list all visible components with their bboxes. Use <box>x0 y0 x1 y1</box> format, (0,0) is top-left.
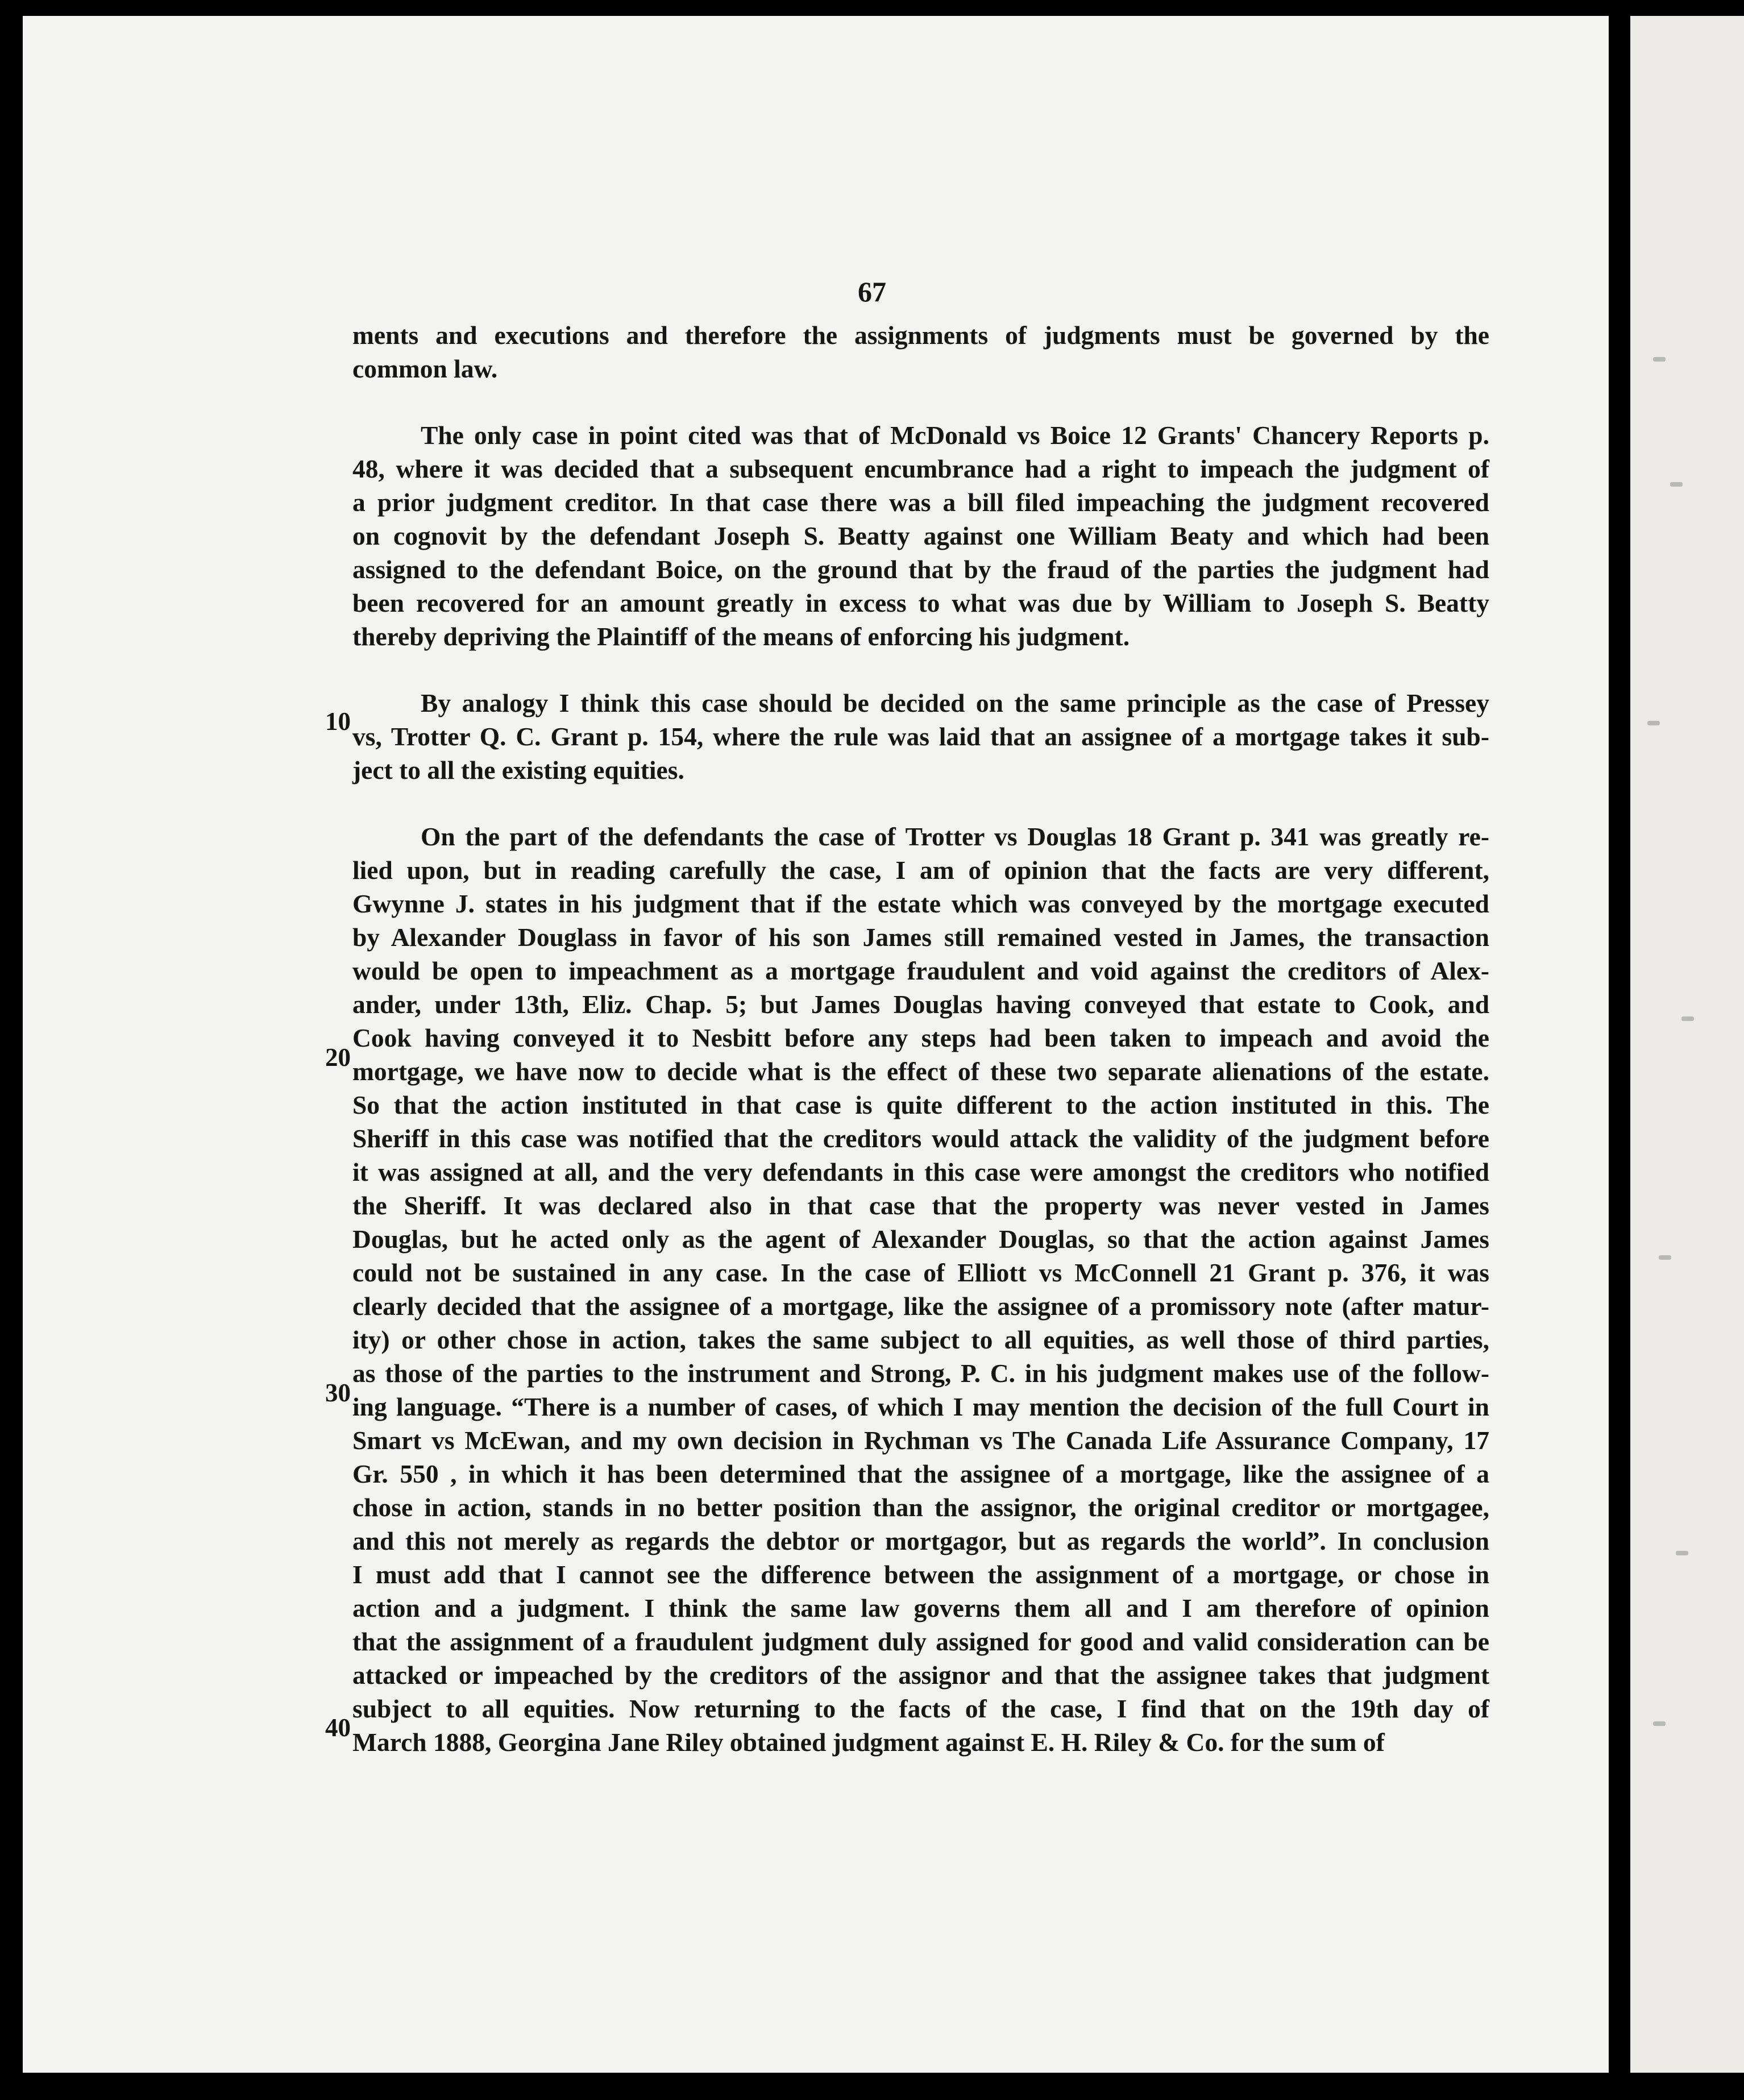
text-line: On the part of the defendants the case of Trotter vs Douglas 18 Grant p. 341 was greatly re- <box>421 822 1489 851</box>
adjacent-page-edge <box>1630 16 1744 2073</box>
bleed-through-mark <box>1653 357 1666 362</box>
text-line: action and a judgment. I think the same law governs them all and I am therefore of opinion <box>352 1593 1489 1622</box>
text-line: I must add that I cannot see the difference between the assignment of a mortgage, or chose in <box>352 1560 1489 1589</box>
paragraph-p4 <box>352 820 1489 1759</box>
text-line: Sheriff in this case was notified that the creditors would attack the validity of the judgment before <box>352 1124 1489 1153</box>
text-line: been recovered for an amount greatly in excess to what was due by William to Joseph S. Beatty <box>352 588 1489 617</box>
text-line: So that the action instituted in that case is quite different to the action instituted in this. The <box>352 1090 1489 1119</box>
page-number: 67 <box>858 276 886 308</box>
paragraph-p3 <box>352 686 1489 787</box>
text-line: The only case in point cited was that of McDonald vs Boice 12 Grants' Chancery Reports p. <box>421 421 1489 450</box>
line-number-10: 10 <box>325 707 351 736</box>
text-line: mortgage, we have now to decide what is the effect of these two separate alienations of the estate. <box>352 1057 1489 1086</box>
paragraph-p2 <box>352 418 1489 653</box>
text-line: Gr. 550 , in which it has been determined that the assignee of a mortgage, like the assignee of a <box>352 1459 1489 1488</box>
text-line: and this not merely as regards the debtor or mortgagor, but as regards the world”. In conclusion <box>352 1526 1489 1555</box>
text-line: Gwynne J. states in his judgment that if the estate which was conveyed by the mortgage executed <box>352 889 1489 918</box>
text-line: chose in action, stands in no better position than the assignor, the original creditor or mortgagee, <box>352 1493 1489 1522</box>
text-line: ander, under 13th, Eliz. Chap. 5; but James Douglas having conveyed that estate to Cook, and <box>352 990 1489 1019</box>
bleed-through-mark <box>1653 1721 1666 1726</box>
paragraph-p1 <box>352 318 1489 385</box>
text-line: March 1888, Georgina Jane Riley obtained judgment against E. H. Riley & Co. for the sum of <box>352 1728 1385 1757</box>
bleed-through-mark <box>1647 721 1660 725</box>
text-line: clearly decided that the assignee of a mortgage, like the assignee of a promissory note (after matur- <box>352 1292 1489 1321</box>
text-line: ments and executions and therefore the assignments of judgments must be governed by the <box>352 321 1489 350</box>
text-line: that the assignment of a fraudulent judgment duly assigned for good and valid consideration can be <box>352 1627 1489 1656</box>
line-number-30: 30 <box>325 1379 351 1407</box>
bleed-through-mark <box>1659 1255 1671 1260</box>
text-line: ity) or other chose in action, takes the same subject to all equities, as well those of third parties, <box>352 1325 1489 1354</box>
text-line: it was assigned at all, and the very defendants in this case were amongst the creditors who notified <box>352 1157 1489 1186</box>
text-line: could not be sustained in any case. In the case of Elliott vs McConnell 21 Grant p. 376, it was <box>352 1258 1489 1287</box>
text-line: lied upon, but in reading carefully the case, I am of opinion that the facts are very different, <box>352 856 1489 885</box>
bleed-through-mark <box>1676 1551 1688 1555</box>
text-line: Cook having conveyed it to Nesbitt before any steps had been taken to impeach and avoid the <box>352 1023 1489 1052</box>
text-line: as those of the parties to the instrument and Strong, P. C. in his judgment makes use of the follow- <box>352 1359 1489 1388</box>
page-gutter <box>1609 0 1630 2100</box>
text-line: assigned to the defendant Boice, on the ground that by the fraud of the parties the judgment had <box>352 555 1489 584</box>
bleed-through-mark <box>1681 1016 1694 1021</box>
text-line: on cognovit by the defendant Joseph S. Beatty against one William Beaty and which had been <box>352 521 1489 550</box>
text-line: the Sheriff. It was declared also in that case that the property was never vested in James <box>352 1191 1489 1220</box>
text-line: attacked or impeached by the creditors of the assignor and that the assignee takes that judgment <box>352 1661 1489 1690</box>
text-line: subject to all equities. Now returning to the facts of the case, I find that on the 19th day of <box>352 1694 1489 1723</box>
text-line: common law. <box>352 354 498 383</box>
text-line: would be open to impeachment as a mortgage fraudulent and void against the creditors of Alex- <box>352 956 1489 985</box>
text-line: Smart vs McEwan, and my own decision in Rychman vs The Canada Life Assurance Company, 17 <box>352 1426 1489 1455</box>
text-line: a prior judgment creditor. In that case there was a bill filed impeaching the judgment recovered <box>352 488 1489 517</box>
line-number-40: 40 <box>325 1713 351 1742</box>
text-line: ing language. “There is a number of cases, of which I may mention the decision of the full Court in <box>352 1392 1489 1421</box>
line-number-20: 20 <box>325 1043 351 1072</box>
text-line: vs, Trotter Q. C. Grant p. 154, where the rule was laid that an assignee of a mortgage takes it sub- <box>352 722 1489 751</box>
text-line: by Alexander Douglass in favor of his son James still remained vested in James, the transaction <box>352 923 1489 952</box>
body-text <box>352 318 1489 1792</box>
text-line: 48, where it was decided that a subsequent encumbrance had a right to impeach the judgment of <box>352 454 1489 483</box>
text-line: By analogy I think this case should be decided on the same principle as the case of Pressey <box>421 688 1489 717</box>
text-line: ject to all the existing equities. <box>352 756 684 785</box>
text-line: Douglas, but he acted only as the agent of Alexander Douglas, so that the action against James <box>352 1225 1489 1254</box>
bleed-through-mark <box>1670 482 1683 487</box>
text-line: thereby depriving the Plaintiff of the means of enforcing his judgment. <box>352 622 1130 651</box>
